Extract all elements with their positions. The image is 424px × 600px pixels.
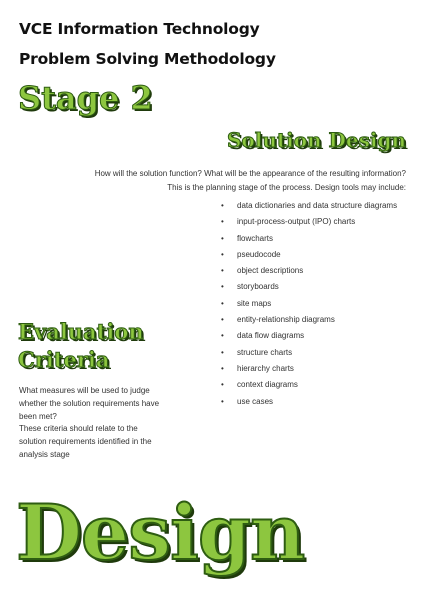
- bullet-icon: •: [221, 249, 224, 259]
- header-line-2: Problem Solving Methodology: [19, 50, 276, 68]
- header-line-1: VCE Information Technology: [19, 20, 260, 38]
- evaluation-title-line-1: Evaluation: [18, 319, 144, 344]
- list-item: • data dictionaries and data structure diagrams: [221, 201, 398, 210]
- intro-line-1: How will the solution function? What will be the appearance of the resulting information?: [94, 169, 406, 178]
- footer-design-word: Design: [16, 488, 305, 577]
- evaluation-criteria-title: [18, 318, 144, 374]
- bullet-icon: •: [221, 347, 224, 357]
- bullet-icon: •: [221, 233, 224, 243]
- list-item: • data flow diagrams: [221, 331, 305, 341]
- list-item: • object descriptions: [221, 266, 304, 276]
- bullet-icon: •: [221, 363, 224, 373]
- bullet-icon: •: [221, 396, 224, 406]
- list-item: • site maps: [221, 298, 272, 308]
- bullet-icon: •: [221, 380, 224, 390]
- list-item: • structure charts: [221, 347, 293, 357]
- bullet-icon: •: [221, 217, 224, 227]
- bullet-icon: •: [221, 315, 224, 325]
- evaluation-text: What measures will be used to judge whether the solution requirements have been met? These criteria should relate to the solution requirements identified in the analysis stage: [19, 386, 160, 459]
- section-title: Solution Design: [226, 128, 406, 152]
- evaluation-title-line-2: Criteria: [18, 347, 110, 372]
- list-item: • pseudocode: [221, 249, 281, 259]
- bullet-icon: •: [221, 331, 224, 341]
- list-item: • entity-relationship diagrams: [221, 315, 335, 325]
- list-item: • context diagrams: [221, 380, 298, 390]
- list-item: • flowcharts: [221, 233, 274, 243]
- intro-text: [95, 167, 406, 195]
- bullet-icon: •: [221, 298, 224, 308]
- stage-title: Stage 2: [18, 79, 153, 117]
- list-item: • use cases: [221, 396, 274, 406]
- list-item: • input-process-output (IPO) charts: [221, 217, 356, 227]
- design-tools-list: [221, 200, 417, 412]
- bullet-icon: •: [221, 282, 224, 292]
- list-item: • hierarchy charts: [221, 363, 294, 373]
- bullet-icon: •: [221, 201, 224, 210]
- bullet-icon: •: [221, 266, 224, 276]
- list-item: • storyboards: [221, 282, 279, 292]
- intro-line-2: This is the planning stage of the process. Design tools may include:: [167, 183, 406, 192]
